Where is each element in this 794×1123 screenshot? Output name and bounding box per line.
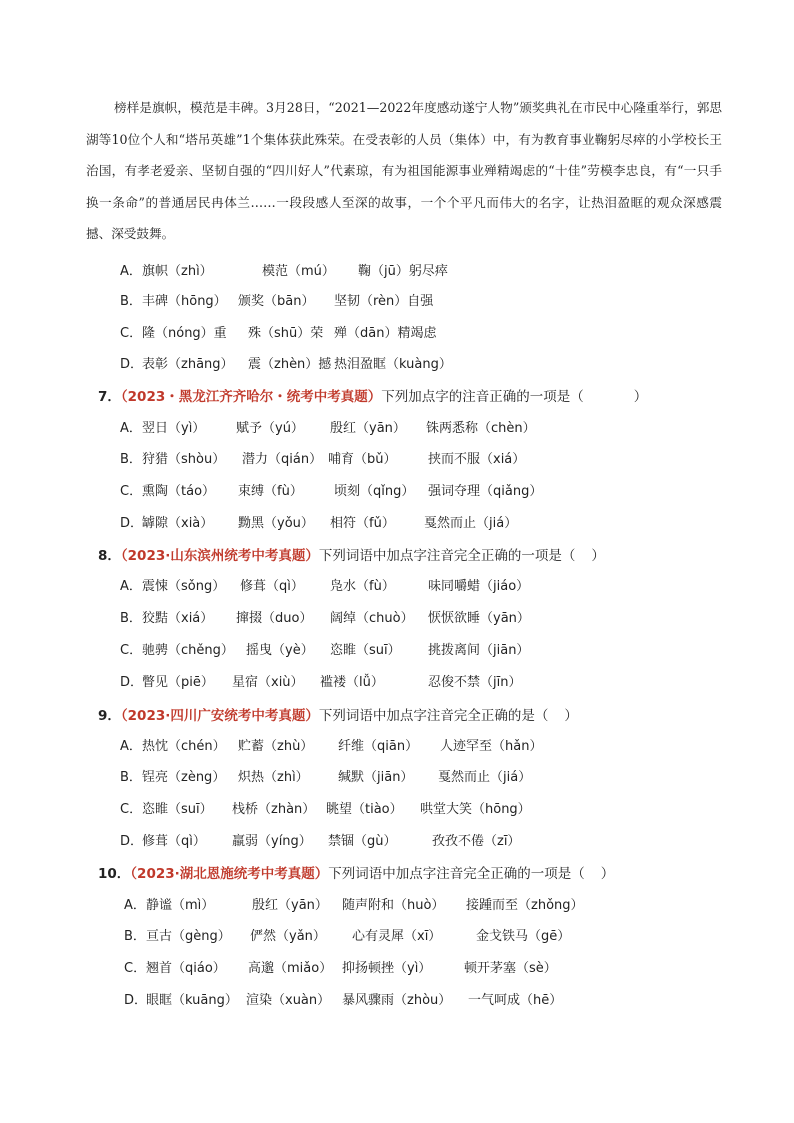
q9-option-a[interactable]: A．热忱（chén） 贮蓄（zhù） 纤维（qiān） 人迹罕至（hǎn） [120, 739, 543, 754]
q7-option-b[interactable]: B．狩猎（shòu） 潜力（qián） 哺育（bǔ） 挟而不服（xiá） [120, 452, 526, 467]
q7-option-c[interactable]: C．熏陶（táo） 束缚（fù） 顷刻（qǐng） 强词夺理（qiǎng） [120, 484, 543, 499]
q9-option-c[interactable]: C．恣睢（suī） 栈桥（zhàn） 眺望（tiào） 哄堂大笑（hōng） [120, 802, 531, 817]
q6-option-a[interactable]: A．旗帜（zhì） 模范（mú） 鞠（jū）躬尽瘁 [120, 264, 448, 279]
q10-option-d[interactable]: D．眼眶（kuāng） 渲染（xuàn） 暴风骤雨（zhòu） 一气呵成（hē） [124, 993, 563, 1008]
reading-passage [86, 92, 722, 250]
q8-option-d[interactable]: D．瞥见（piē） 星宿（xiù） 褴褛（lǚ） 忍俊不禁（jīn） [120, 675, 522, 690]
q6-option-d[interactable]: D．表彰（zhāng） 震（zhèn）撼 热泪盈眶（kuàng） [120, 357, 452, 372]
q7-option-a[interactable]: A．翌日（yì） 赋予（yú） 殷红（yān） 铢两悉称（chèn） [120, 421, 536, 436]
q8-option-c[interactable]: C．驰骋（chěng） 摇曳（yè） 恣睢（suī） 挑拨离间（jiān） [120, 643, 530, 658]
q6-option-c[interactable]: C．隆（nóng）重 殊（shū）荣 殚（dān）精竭虑 [120, 326, 437, 341]
q10-option-b[interactable]: B．亘古（gèng） 俨然（yǎn） 心有灵犀（xī） 金戈铁马（gē） [124, 929, 571, 944]
q10-option-c[interactable]: C．翘首（qiáo） 高邈（miǎo） 抑扬顿挫（yì） 顿开茅塞（sè） [124, 961, 557, 976]
q6-option-b[interactable]: B．丰碑（hōng） 颁奖（bān） 坚韧（rèn）自强 [120, 294, 434, 309]
passage-text: 榜样是旗帜，模范是丰碑。3月28日，“2021—2022年度感动遂宁人物”颁奖典礼在市民中心隆重举行，郭思湖等10位个人和“塔吊英雄”1个集体获此殊荣。在受表彰的人员（集体）中，有为教育事业鞠躬尽瘁的小学校长王治国，有孝老爱亲、坚韧自强的“四川好人”代素琼，有为祖国能源事业殚精竭虑的“十佳”劳模李忠良，有“一只手换一条命”的普通居民冉体兰……一段段感人至深的故事，一个个平凡而伟大的名字，让热泪盈眶的观众深感震撼、深受鼓舞。 [86, 100, 722, 241]
q8-option-a[interactable]: A．震悚（sǒng） 修葺（qì） 凫水（fù） 味同嚼蜡（jiáo） [120, 579, 530, 594]
q7-option-d[interactable]: D．罅隙（xià） 黝黑（yǒu） 相符（fǔ） 戛然而止（jiá） [120, 516, 518, 531]
question-7: 7．（2023・黑龙江齐齐哈尔・统考中考真题）下列加点字的注音正确的一项是（ ） [98, 389, 648, 405]
q10-option-a[interactable]: A．静谧（mì） 殷红（yān） 随声附和（huò） 接踵而至（zhǒng） [124, 898, 584, 913]
q9-option-d[interactable]: D．修葺（qì） 羸弱（yíng） 禁锢（gù） 孜孜不倦（zī） [120, 834, 521, 849]
question-8: 8．（2023·山东滨州统考中考真题）下列词语中加点字注音完全正确的一项是（ ） [98, 548, 605, 564]
q8-option-b[interactable]: B．狡黠（xiá） 撺掇（duo） 阔绰（chuò） 恹恹欲睡（yān） [120, 611, 530, 626]
question-10: 10．（2023·湖北恩施统考中考真题）下列词语中加点字注音完全正确的一项是（ ） [98, 866, 615, 882]
question-9: 9．（2023·四川广安统考中考真题）下列词语中加点字注音完全正确的是（ ） [98, 708, 578, 724]
q9-option-b[interactable]: B．锃亮（zèng） 炽热（zhì） 缄默（jiān） 戛然而止（jiá） [120, 770, 532, 785]
